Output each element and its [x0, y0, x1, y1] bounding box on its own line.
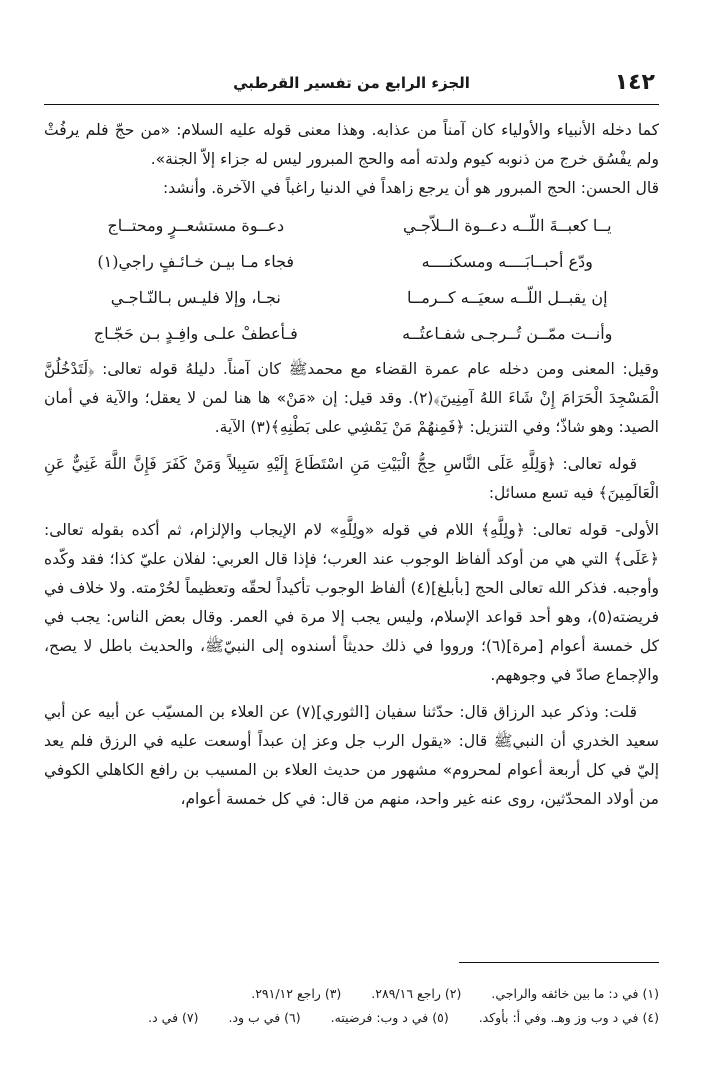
paragraph: وقيل: المعنى ومن دخله عام عمرة القضاء مع محمدﷺ كان آمناً. دليلهُ قوله تعالى: ﴿لَتَدْخُلُنَّ الْمَسْجِدَ الْحَرَامَ إِنْ شَاءَ اللهُ آمِنِينَ﴾(٢). وقد قيل: إن «مَنْ» ها هنا لمن لا يعقل؛ والآية في أمان الصيد: وهو شاذّ؛ وفي التنزيل: ﴿فَمِنهُمْ مَنْ يَمْشِي على بَطْنِهِ﴾(٣) الآية. — [44, 360, 659, 436]
footnote: (١) في د: ما بين خائفه والراجي. — [491, 986, 659, 1001]
footnote: (٧) في د. — [148, 1010, 199, 1025]
poem-hemistich: نجـا، وإلا فليـس بـالنّـاجـي — [110, 288, 281, 307]
footnote: (٥) في د وب: فرضيته. — [330, 1010, 449, 1025]
poem-hemistich: فـأعطفْ علـى وافِـدٍ بـن حَجّـاج — [93, 324, 298, 343]
paragraph: قوله تعالى: ﴿وَلِلَّهِ عَلَى النَّاسِ حِجُّ الْبَيْتِ مَنِ اسْتَطَاعَ إِلَيْهِ سَبِيلاً وَمَنْ كَفَرَ فَإِنَّ اللَّهَ غَنِيٌّ عَنِ الْعَالَمِينَ﴾ فيه تسع مسائل: — [44, 455, 659, 502]
paragraph: قال الحسن: الحج المبرور هو أن يرجع زاهداً في الدنيا راغباً في الآخرة. وأنشد: — [163, 179, 659, 197]
main-text — [44, 116, 659, 814]
footnote-divider — [459, 962, 659, 963]
poem-hemistich: يــا كعبــةَ اللّــه دعــوة الــلاّجـي — [402, 216, 612, 235]
poem-hemistich: فجاء مـا بيـن خـائـفٍ راجي(١) — [97, 252, 295, 271]
running-title: الجزء الرابع من تفسير القرطبي — [233, 74, 470, 92]
poem-hemistich: دعــوة مستشعــرٍ ومحتــاج — [107, 216, 285, 235]
paragraph: قلت: وذكر عبد الرزاق قال: حدّثنا سفيان [الثوري](٧) عن العلاء بن المسيّب عن أبيه عن أبي سعيد الخدري أن النبيﷺ قال: «يقول الرب جل وعز إن عبداً أوسعت عليه في الرزق فلم يعد إليّ في كل أربعة أعوام لمحروم» مشهور من حديث العلاء بن المسيب بن رافع الكاهلي الكوفي من أولاد المحدّثين، روى عنه غير واحد، منهم من قال: في كل خمسة أعوام، — [44, 703, 659, 808]
footnote: (٤) في د وب وز وهـ. وفي أ: بأوكد. — [478, 1010, 659, 1025]
footnote: (٦) في ب ود. — [228, 1010, 301, 1025]
paragraph: الأولى- قوله تعالى: ﴿ولِلَّهِ﴾ اللام في قوله «ولِلَّهِ» لام الإيجاب والإلزام، ثم أكده بقوله تعالى: ﴿عَلَى﴾ التي هي من أوكد ألفاظ الوجوب عند العرب؛ فإذا قال العربي: لفلان عليّ كذا؛ فقد وكّده وأوجبه. فذكر الله تعالى الحج [بأبلغ](٤) ألفاظ الوجوب تأكيداً لحقّه وتعظيماً لحُرْمته. ولا خلاف في فريضته(٥)، وهو أحد قواعد الإسلام، وليس يجب إلا مرة في العمر. وقال بعض الناس: يجب في كل خمسة أعوام [مرة](٦)؛ ورووا في ذلك حديثاً أسندوه إلى النبيّﷺ، والحديث باطل لا يصح، والإجماع صادّ في وجوههم. — [44, 521, 659, 684]
poem-hemistich: إن يقبــل اللّــه سعيَــه كــرمــا — [406, 288, 608, 307]
footnote: (٢) راجع ٢٨٩/١٦. — [371, 986, 462, 1001]
paragraph: كما دخله الأنبياء والأولياء كان آمناً من عذابه. وهذا معنى قوله عليه السلام: «من حجّ فلم يرفُثْ ولم يفْسُق خرج من ذنوبه كيوم ولدته أمه والحج المبرور ليس له جزاء إلاّ الجنة». — [44, 121, 659, 168]
page-number: ١٤٢ — [614, 70, 655, 95]
footnote: (٣) راجع ٢٩١/١٢. — [251, 986, 342, 1001]
footnote-row — [44, 982, 659, 1006]
page-header — [44, 64, 659, 105]
poem-hemistich: ودّع أحبــابَــــه ومسكنــــه — [421, 252, 593, 271]
footnote-row — [44, 1006, 659, 1030]
poem — [44, 209, 659, 351]
poem-hemistich: وأنــت ممّــن تُــرجـى شفـاعتُــه — [402, 324, 613, 343]
